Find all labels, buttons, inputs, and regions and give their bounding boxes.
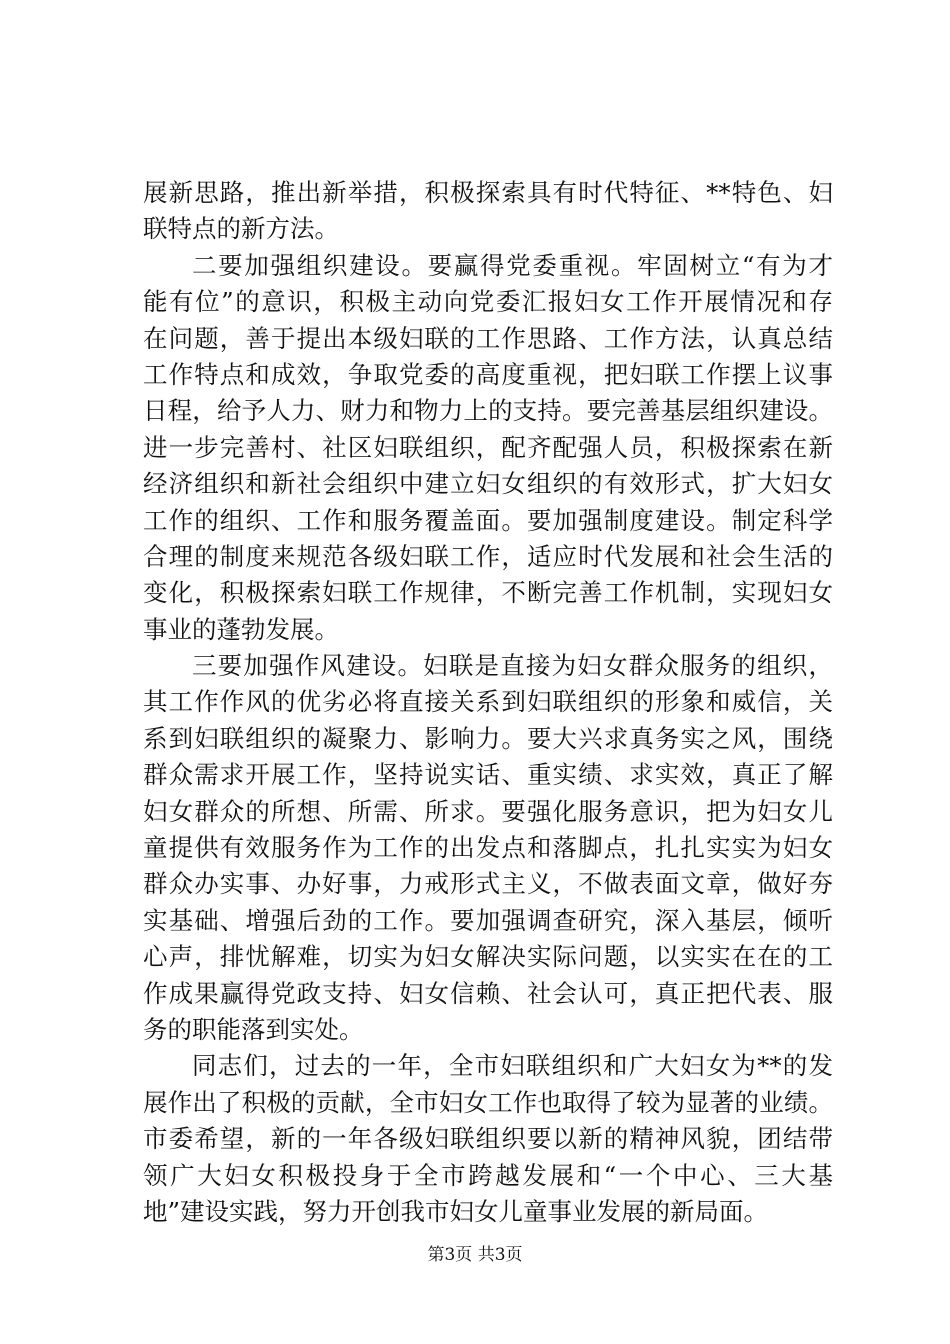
- text-line: 工作特点和成效，争取党委的高度重视，把妇联工作摆上议事: [143, 359, 833, 389]
- text-line: 联特点的新方法。: [143, 214, 339, 244]
- text-line: 二要加强组织建设。要赢得党委重视。牢固树立“有为才: [192, 250, 833, 280]
- document-body: [143, 175, 833, 1230]
- text-line: 同志们，过去的一年，全市妇联组织和广大妇女为**的发: [192, 1051, 833, 1081]
- text-line: 经济组织和新社会组织中建立妇女组织的有效形式，扩大妇女: [143, 469, 833, 499]
- text-line: 工作的组织、工作和服务覆盖面。要加强制度建设。制定科学: [143, 505, 833, 535]
- text-line: 心声，排忧解难，切实为妇女解决实际问题，以实实在在的工: [143, 942, 833, 972]
- text-line: 领广大妇女积极投身于全市跨越发展和“一个中心、三大基: [143, 1160, 833, 1190]
- text-line: 系到妇联组织的凝聚力、影响力。要大兴求真务实之风，围绕: [143, 723, 833, 753]
- text-line: 在问题，善于提出本级妇联的工作思路、工作方法，认真总结: [143, 323, 833, 353]
- text-line: 事业的蓬勃发展。: [143, 614, 339, 644]
- text-line: 妇女群众的所想、所需、所求。要强化服务意识，把为妇女儿: [143, 796, 833, 826]
- text-line: 变化，积极探索妇联工作规律，不断完善工作机制，实现妇女: [143, 578, 833, 608]
- text-line: 展新思路，推出新举措，积极探索具有时代特征、**特色、妇: [143, 178, 833, 207]
- text-line: 合理的制度来规范各级妇联工作，适应时代发展和社会生活的: [143, 541, 833, 571]
- text-line: 实基础、增强后劲的工作。要加强调查研究，深入基层，倾听: [143, 905, 833, 935]
- text-line: 日程，给予人力、财力和物力上的支持。要完善基层组织建设。: [143, 396, 833, 426]
- text-line: 市委希望，新的一年各级妇联组织要以新的精神风貌，团结带: [143, 1124, 833, 1154]
- text-line: 能有位”的意识，积极主动向党委汇报妇女工作开展情况和存: [143, 287, 833, 317]
- text-line: 务的职能落到实处。: [143, 1014, 364, 1044]
- text-line: 群众需求开展工作，坚持说实话、重实绩、求实效，真正了解: [143, 760, 833, 790]
- text-line: 其工作作风的优劣必将直接关系到妇联组织的形象和威信，关: [143, 687, 833, 717]
- text-line: 群众办实事、办好事，力戒形式主义，不做表面文章，做好夯: [143, 869, 833, 899]
- page-number-footer: 第3页 共3页: [427, 1245, 523, 1265]
- text-line: 童提供有效服务作为工作的出发点和落脚点，扎扎实实为妇女: [143, 833, 833, 863]
- text-line: 进一步完善村、社区妇联组织，配齐配强人员，积极探索在新: [143, 432, 833, 462]
- text-line: 三要加强作风建设。妇联是直接为妇女群众服务的组织，: [192, 651, 833, 681]
- text-line: 展作出了积极的贡献，全市妇女工作也取得了较为显著的业绩。: [143, 1087, 833, 1117]
- text-line: 作成果赢得党政支持、妇女信赖、社会认可，真正把代表、服: [143, 978, 833, 1008]
- text-line: 地”建设实践，努力开创我市妇女儿童事业发展的新局面。: [143, 1196, 769, 1226]
